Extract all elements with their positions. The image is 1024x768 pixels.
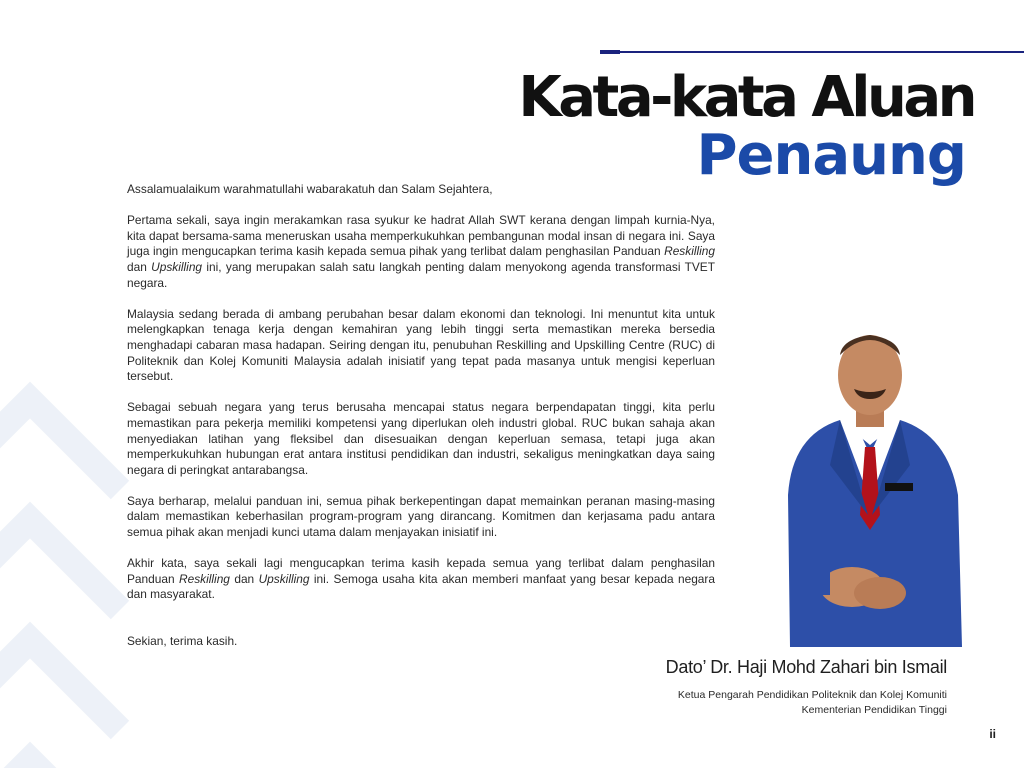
portrait-photo [770, 325, 970, 647]
term-upskilling: Upskilling [151, 259, 203, 274]
signer-title-line-2: Kementerian Pendidikan Tinggi [801, 704, 947, 716]
paragraph-2: Malaysia sedang berada di ambang perubahan besar dalam ekonomi dan teknologi. Ini menuntut kita untuk melengkapkan tenaga kerja dengan kemahiran yang lebih tinggi serta memastikan mereka bersedia menghadapi cabaran masa hadapan. Seiring dengan itu, penubuhan Reskilling and Upskilling Centre (RUC) di Politeknik dan Kolej Komuniti Malaysia adalah inisiatif yang tepat pada masanya untuk mengisi keperluan tersebut. [127, 306, 715, 384]
term-reskilling: Reskilling [179, 571, 230, 586]
paragraph-1-text-b: ini, yang merupakan salah satu langkah penting dalam menyokong agenda transformasi TVET negara. [127, 259, 715, 290]
paragraph-1-text-a: Pertama sekali, saya ingin merakamkan rasa syukur ke hadrat Allah SWT kerana dengan limpah kurnia-Nya, kita dapat bersama-sama meneruskan usaha memperkukuhkan pembangunan modal insan di negara ini. Saya juga ingin mengucapkan terima kasih kepada semua pihak yang terlibat dalam penghasilan Panduan [127, 213, 715, 259]
signer-title-line-1: Ketua Pengarah Pendidikan Politeknik dan Kolej Komuniti [677, 689, 947, 701]
term-upskilling: Upskilling [258, 571, 310, 586]
header-rule-accent [600, 50, 620, 54]
signer-name: Dato’ Dr. Haji Mohd Zahari bin Ismail [665, 657, 947, 677]
header-rule [600, 51, 1024, 53]
letter-body [127, 182, 715, 665]
greeting: Assalamualaikum warahmatullahi wabarakatuh dan Salam Sejahtera, [127, 182, 493, 196]
page-number: ii [989, 727, 996, 741]
page-title: Kata-kata Aluan [518, 65, 974, 130]
page-subtitle: Penaung [696, 123, 966, 188]
signer-title [678, 688, 947, 718]
conjunction: dan [229, 571, 259, 586]
paragraph-1 [127, 213, 715, 291]
closing: Sekian, terima kasih. [127, 634, 238, 649]
paragraph-5-text-a: Akhir kata, saya sekali lagi mengucapkan terima kasih kepada semua yang terlibat dalam penghasilan Panduan [127, 556, 715, 586]
paragraph-3: Sebagai sebuah negara yang terus berusaha mencapai status negara berpendapatan tinggi, kita perlu memastikan para pekerja memiliki kompetensi yang diperlukan oleh industri global. RUC bukan sahaja akan menyediakan latihan yang fleksibel dan disesuaikan dengan keperluan semasa, tetapi juga akan memperkukuhkan hubungan erat antara institusi pendidikan dan industri, sekaligus meningkatkan daya saing negara di peringkat antarabangsa. [127, 400, 715, 477]
term-reskilling: Reskilling [664, 244, 715, 259]
paragraph-5-text-b: ini. Semoga usaha kita akan memberi manfaat yang besar kepada negara dan masyarakat. [127, 571, 715, 602]
conjunction: dan [127, 259, 152, 274]
paragraph-4: Saya berharap, melalui panduan ini, semua pihak berkepentingan dapat memainkan peranan masing-masing dalam memastikan keberhasilan program-program yang dirancang. Komitmen dan kerjasama padu antara semua pihak akan menjadi kunci utama dalam menjayakan inisiatif ini. [127, 493, 715, 540]
paragraph-5 [127, 556, 715, 603]
